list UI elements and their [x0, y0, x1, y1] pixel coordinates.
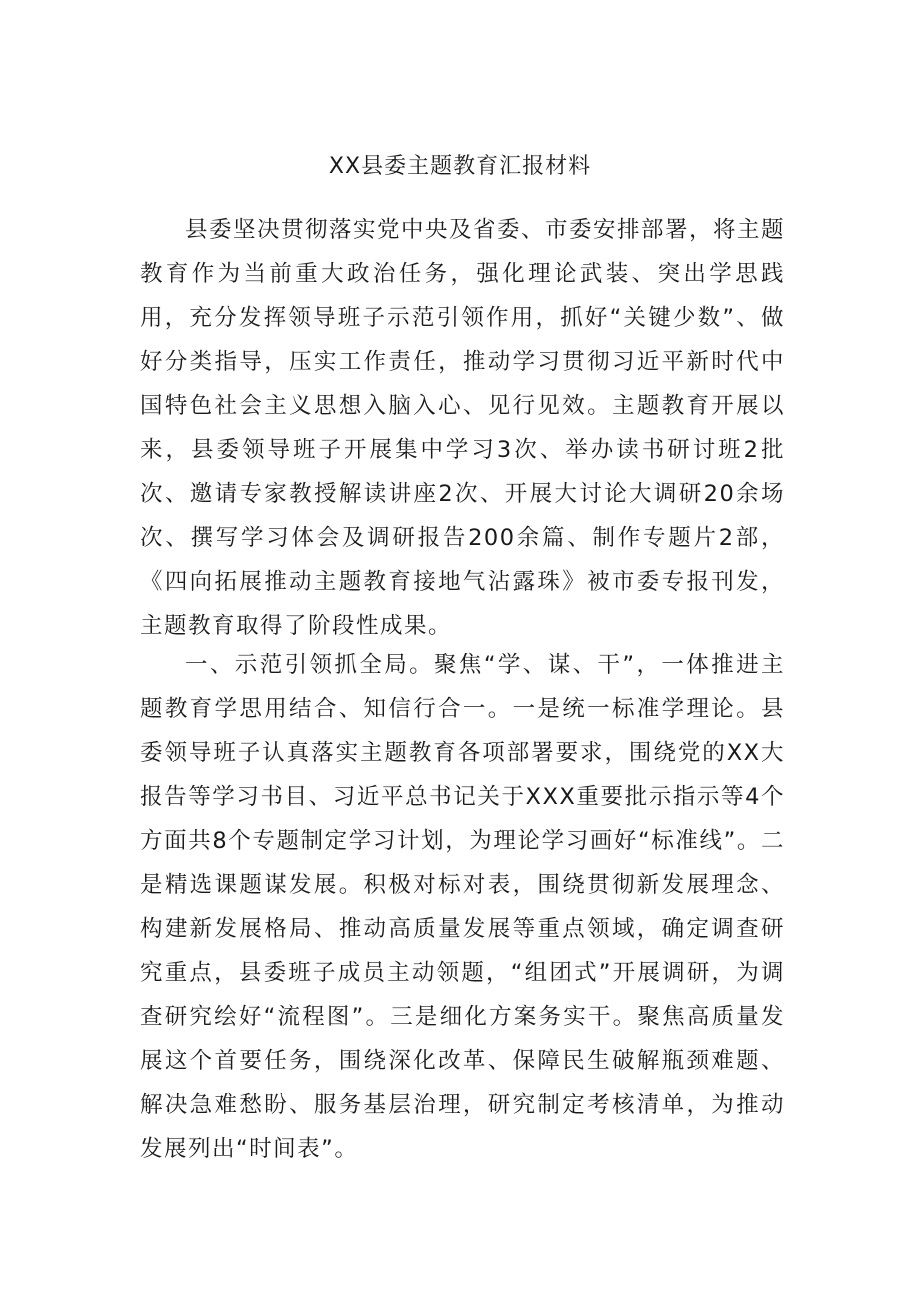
document-title: XX县委主题教育汇报材料 [328, 154, 592, 179]
paragraph-intro: 县委坚决贯彻落实党中央及省委、市委安排部署，将主题教育作为当前重大政治任务，强化理论武装、突出学思践用，充分发挥领导班子示范引领作用，抓好“关键少数”、做好分类指导，压实工作责任，推动学习贯彻习近平新时代中国特色社会主义思想入脑入心、见行见效。主题教育开展以来，县委领导班子开展集中学习3次、举办读书研讨班2批次、邀请专家教授解读讲座2次、开展大讨论大调研20余场次、撰写学习体会及调研报告200余篇、制作专题片2部，《四向拓展推动主题教育接地气沾露珠》被市委专报刊发，主题教育取得了阶段性成果。 [140, 217, 786, 639]
paragraph-section-one: 一、示范引领抓全局。聚焦“学、谋、干”，一体推进主题教育学思用结合、知信行合一。一是统一标准学理论。县委领导班子认真落实主题教育各项部署要求，围绕党的XX大报告等学习书目、习近平总书记关于XXX重要批示指示等4个方面共8个专题制定学习计划，为理论学习画好“标准线”。二是精选课题谋发展。积极对标对表，围绕贯彻新发展理念、构建新发展格局、推动高质量发展等重点领域，确定调查研究重点，县委班子成员主动领题，“组团式”开展调研，为调查研究绘好“流程图”。三是细化方案务实干。聚焦高质量发展这个首要任务，围绕深化改革、保障民生破解瓶颈难题、解决急难愁盼、服务基层治理，研究制定考核清单，为推动发展列出“时间表”。 [140, 652, 785, 1162]
